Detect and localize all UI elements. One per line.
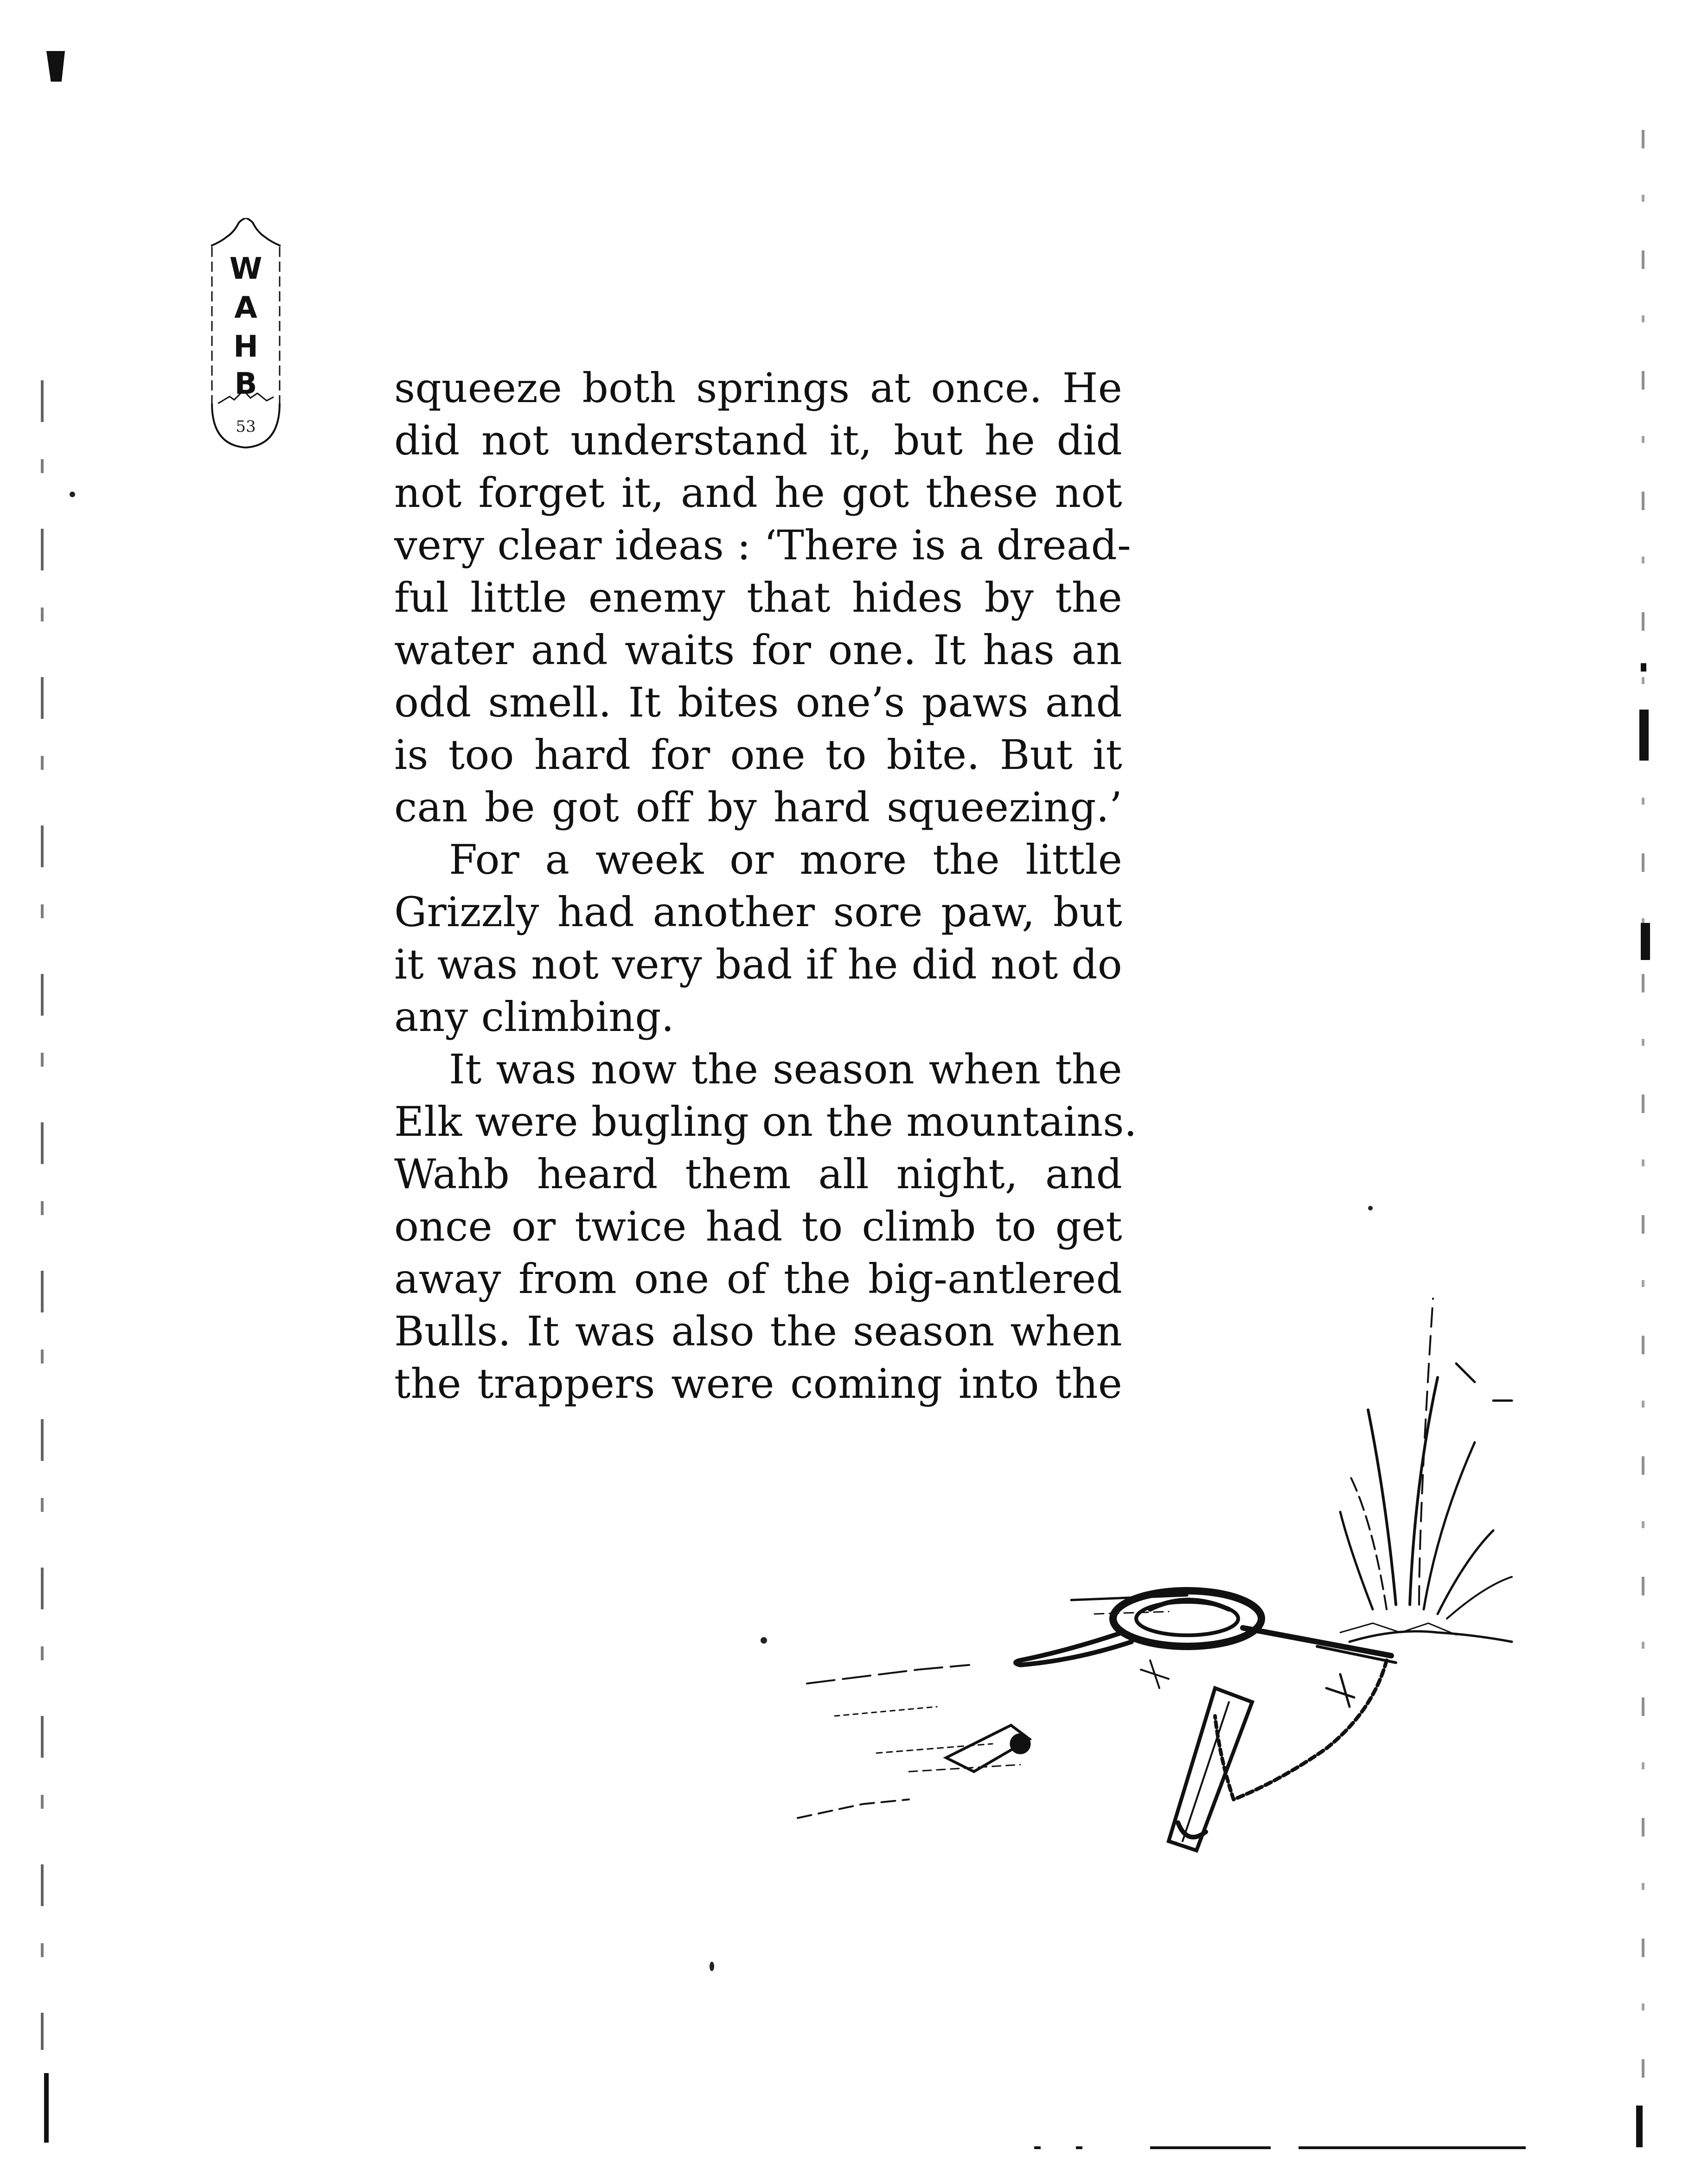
text-line: it was not very bad if he did not do: [394, 941, 1122, 988]
text-line: Bulls. It was also the season when: [394, 1307, 1122, 1355]
text-line: did not understand it, but he did: [394, 416, 1122, 464]
badge-letter: A: [234, 291, 257, 325]
right-edge-block: [1641, 923, 1650, 960]
ink-speck: [1368, 1206, 1373, 1210]
text-line: Grizzly had another sore paw, but: [394, 888, 1122, 936]
text-line: the trappers were coming into the: [394, 1360, 1122, 1408]
trap-illustration-icon: [770, 1224, 1540, 1874]
badge-letter: B: [234, 367, 257, 401]
text-line: ful little enemy that hides by the: [394, 574, 1122, 621]
text-line: very clear ideas : ‘There is a dread-: [394, 521, 1131, 569]
text-line: not forget it, and he got these not: [394, 469, 1122, 517]
text-line: odd smell. It bites one’s paws and: [394, 679, 1122, 726]
bottom-left-mark: [44, 2073, 49, 2143]
badge-letter: W: [229, 252, 262, 286]
text-line: can be got off by hard squeezing.’: [394, 783, 1122, 831]
text-line: squeeze both springs at once. He: [394, 364, 1122, 412]
text-line: Elk were bugling on the mountains.: [394, 1098, 1137, 1146]
right-edge-dot: [1641, 663, 1646, 672]
bottom-dot: [1076, 2146, 1082, 2149]
text-line: any climbing.: [394, 993, 674, 1041]
left-edge-mark: [41, 380, 44, 2050]
ink-speck: [70, 492, 75, 497]
text-line: Wahb heard them all night, and: [394, 1150, 1122, 1198]
chapter-badge: [206, 218, 285, 450]
ink-speck: [761, 1637, 767, 1644]
text-line: once or twice had to climb to get: [394, 1203, 1122, 1250]
bottom-rule: [1150, 2146, 1271, 2149]
text-line: It was now the season when the: [449, 1045, 1122, 1093]
bottom-rule: [1299, 2146, 1526, 2149]
bottom-dot: [1034, 2146, 1041, 2149]
ink-speck: [710, 1962, 714, 1971]
right-edge-block: [1639, 710, 1649, 761]
badge-letter: H: [233, 330, 258, 364]
text-line: For a week or more the little: [449, 836, 1122, 883]
scan-mark-top-left: [46, 51, 65, 102]
text-line: water and waits for one. It has an: [394, 626, 1122, 674]
right-edge-mark: [1642, 130, 1644, 2124]
trap-illustration: [770, 1224, 1540, 1874]
bottom-right-mark: [1636, 2106, 1643, 2147]
page-number: 53: [236, 417, 256, 436]
text-line: away from one of the big-antlered: [394, 1255, 1122, 1303]
text-line: is too hard for one to bite. But it: [394, 731, 1122, 779]
